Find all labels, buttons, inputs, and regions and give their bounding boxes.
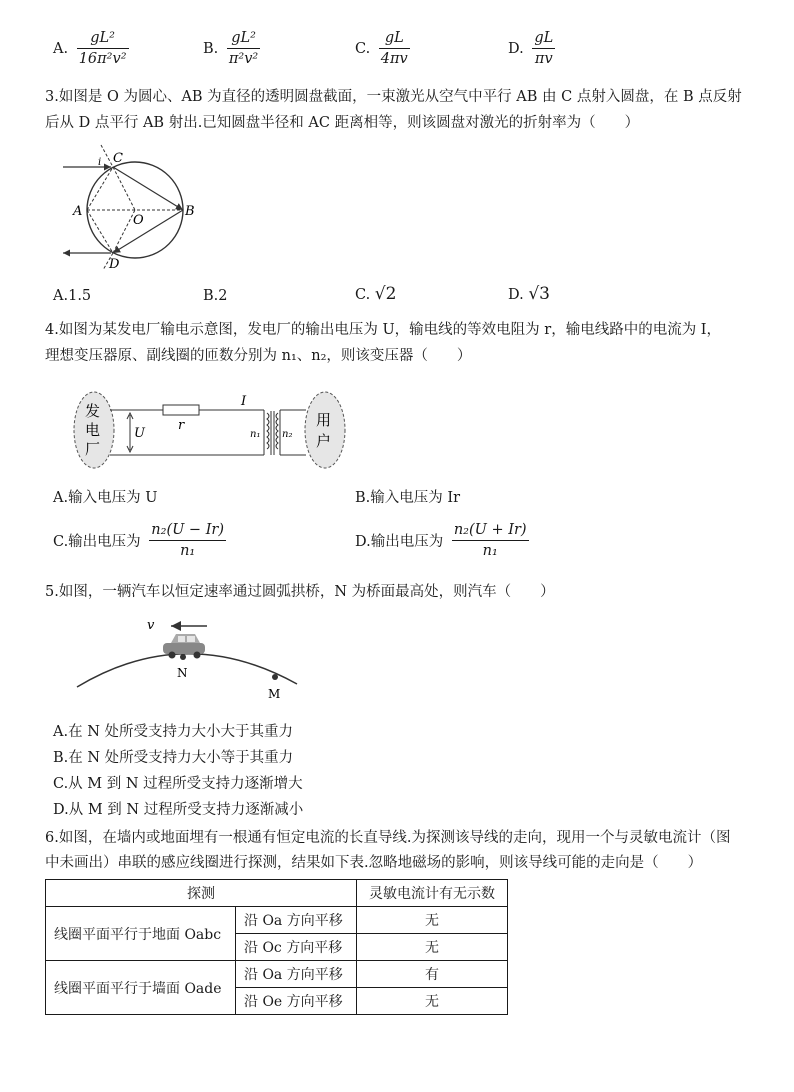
option-label: C.: [355, 287, 371, 303]
group-wall: 线圈平面平行于墙面 Oade: [46, 961, 236, 1015]
user-ellipse: [305, 392, 345, 468]
label-d: D: [109, 257, 120, 272]
q6-probe-table: [45, 879, 508, 1015]
q5-option-b[interactable]: B.在 N 处所受支持力大小等于其重力: [53, 750, 294, 766]
label-b: B: [185, 204, 195, 219]
header-probe: 探测: [46, 880, 357, 907]
label-c: C: [113, 151, 123, 166]
plant-char-2: 电: [85, 421, 101, 439]
q2-option-a[interactable]: [53, 28, 129, 69]
option-label: A.: [53, 288, 69, 304]
option-label: B.: [203, 40, 219, 57]
move-cell: 沿 Oa 方向平移: [236, 907, 357, 934]
option-label: A.: [53, 40, 69, 57]
plant-char-1: 发: [85, 402, 101, 420]
move-cell: 沿 Oc 方向平移: [236, 934, 357, 961]
table-header-row: [46, 880, 508, 907]
user-char-2: 户: [316, 432, 332, 450]
move-cell: 沿 Oe 方向平移: [236, 988, 357, 1015]
fraction: $\frac{\text{n₂(U + Ir)}}{\text{n₁}}$: [453, 522, 527, 559]
q4-option-d[interactable]: [355, 520, 529, 561]
move-cell: 沿 Oa 方向平移: [236, 961, 357, 988]
label-n: N: [177, 666, 188, 680]
label-v: v: [147, 618, 155, 633]
q5-figure-bridge: [75, 612, 305, 704]
label-n2: n₂: [282, 429, 293, 440]
q5-option-c[interactable]: C.从 M 到 N 过程所受支持力逐渐增大: [53, 776, 303, 792]
label-u: U: [134, 426, 145, 441]
option-label: C.: [355, 40, 371, 57]
point-n: [180, 654, 186, 660]
q5-option-a[interactable]: A.在 N 处所受支持力大小大于其重力: [53, 724, 293, 740]
q6-stem-line-1: 6.如图，在墙内或地面埋有一根通有恒定电流的长直导线.为探测该导线的走向，现用一个与灵敏电流计（图: [45, 830, 731, 846]
user-char-1: 用: [316, 411, 332, 429]
option-text: 2: [218, 288, 228, 304]
q3-option-b[interactable]: [203, 286, 228, 306]
q3-option-d[interactable]: [508, 284, 550, 305]
q6-stem-line-2: 中未画出）串联的感应线圈进行探测，结果如下表.忽略地磁场的影响，则该导线可能的走向是（ ）: [45, 855, 703, 871]
fraction: $\frac{\text{n₂(U − Ir)}}{\text{n₁}}$: [151, 522, 225, 559]
result-cell: 有: [357, 961, 508, 988]
q2-option-c[interactable]: [355, 28, 410, 69]
result-cell: 无: [357, 907, 508, 934]
option-label: B.: [203, 288, 219, 304]
q2-option-b[interactable]: [203, 28, 260, 69]
q4-option-c[interactable]: [53, 520, 226, 561]
q4-option-a[interactable]: A.输入电压为 U: [53, 490, 158, 506]
label-r: r: [178, 418, 185, 433]
q5-option-d[interactable]: D.从 M 到 N 过程所受支持力逐渐减小: [53, 802, 304, 818]
resistor-r: [163, 405, 199, 415]
fraction: $\frac{gL}{\pi v}$: [534, 30, 554, 67]
option-text: 1.5: [68, 288, 92, 304]
option-label: D.: [508, 287, 524, 303]
q3-figure-disc: [55, 140, 215, 272]
plant-char-3: 厂: [85, 440, 101, 458]
q3-option-a[interactable]: [53, 286, 91, 306]
refracted-beam: [113, 167, 183, 210]
option-prefix: D.输出电压为: [355, 534, 444, 550]
q4-stem-line-2: 理想变压器原、副线圈的匝数分别为 n₁、n₂，则该变压器（ ）: [45, 348, 472, 364]
reflected-beam: [113, 210, 183, 253]
table-row: [46, 961, 508, 988]
result-cell: 无: [357, 934, 508, 961]
option-label: D.: [508, 40, 524, 57]
q3-stem-line-2: 后从 D 点平行 AB 射出.已知圆盘半径和 AC 距离相等，则该圆盘对激光的折射率为（ ）: [45, 115, 640, 131]
q4-stem-line-1: 4.如图为某发电厂输电示意图，发电厂的输出电压为 U，输电线的等效电阻为 r，输电线路中的电流为 I，: [45, 322, 722, 338]
header-result: 灵敏电流计有无示数: [357, 880, 508, 907]
label-o: O: [133, 213, 144, 228]
label-a: A: [73, 204, 83, 219]
option-prefix: C.输出电压为: [53, 534, 141, 550]
q5-stem: 5.如图，一辆汽车以恒定速率通过圆弧拱桥，N 为桥面最高处，则汽车（ ）: [45, 584, 555, 600]
label-i: i: [98, 157, 102, 168]
group-ground: 线圈平面平行于地面 Oabc: [46, 907, 236, 961]
label-m: M: [268, 687, 281, 701]
q4-figure-transmission: [68, 385, 358, 477]
option-text: √2: [374, 284, 397, 304]
option-text: √3: [528, 284, 550, 304]
label-i: I: [241, 394, 247, 409]
q3-stem-line-1: 3.如图是 O 为圆心、AB 为直径的透明圆盘截面，一束激光从空气中平行 AB 由 C 点射入圆盘，在 B 点反射: [45, 89, 742, 105]
fraction: $\frac{\text{gL²}}{\text{π²v²}}$: [228, 30, 259, 67]
q2-option-d[interactable]: [508, 28, 555, 69]
q3-option-c[interactable]: [355, 284, 396, 305]
result-cell: 无: [357, 988, 508, 1015]
q4-option-b[interactable]: B.输入电压为 Ir: [355, 490, 461, 506]
fraction: $\frac{\text{gL²}}{\text{16π²v²}}$: [78, 30, 127, 67]
fraction: $\frac{gL}{4\pi v}$: [380, 30, 408, 67]
label-n1: n₁: [250, 429, 261, 440]
point-m: [272, 674, 278, 680]
table-row: [46, 907, 508, 934]
